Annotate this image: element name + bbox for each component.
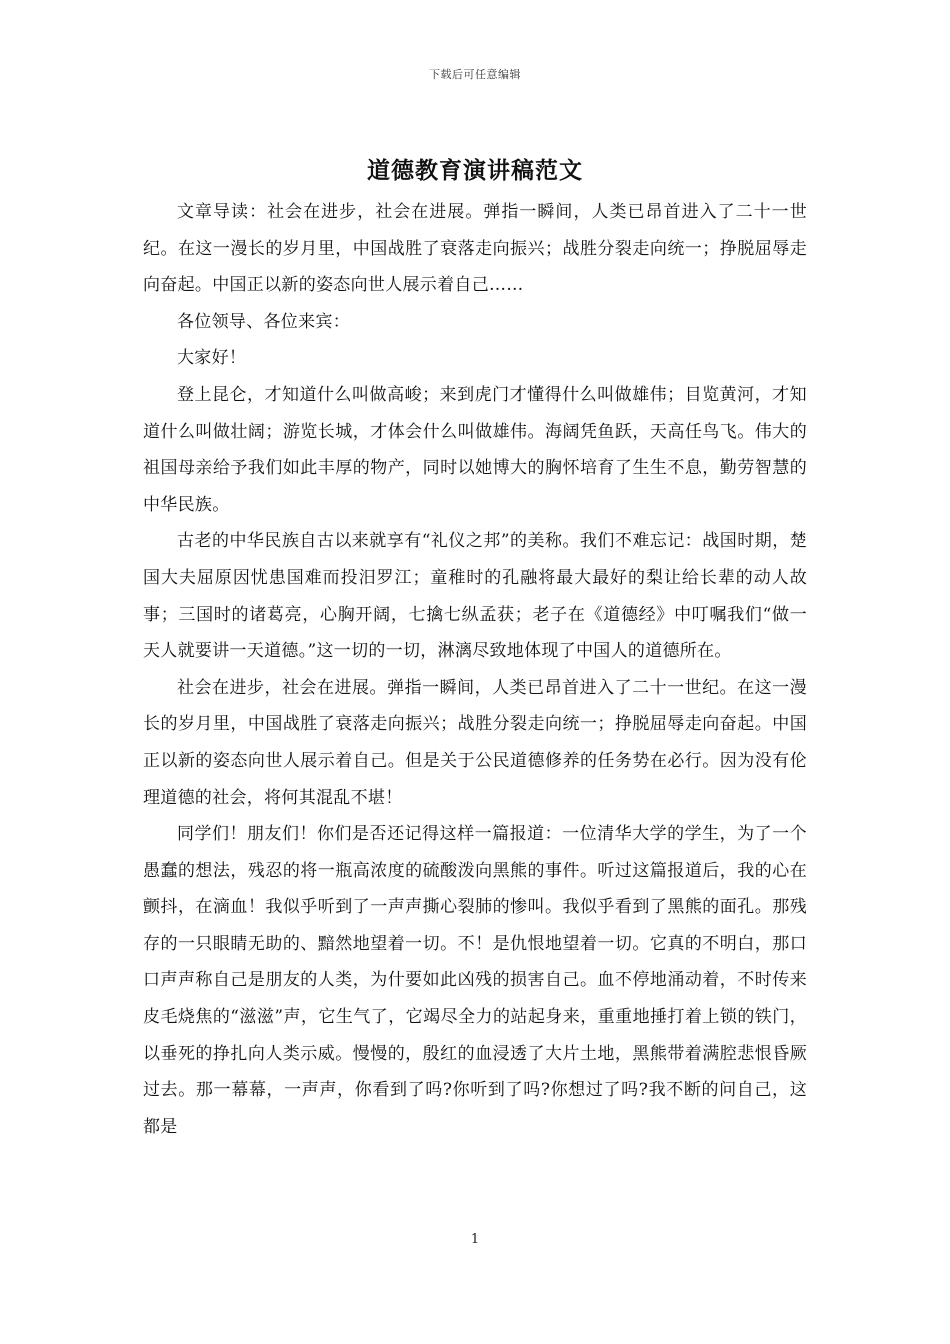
page-number: 1 — [470, 1232, 480, 1247]
paragraph-body: 登上昆仑，才知道什么叫做高峻；来到虎门才懂得什么叫做雄伟；目览黄河，才知道什么叫做壮阔；游览长城，才体会什么叫做雄伟。海阔凭鱼跃，天高任鸟飞。伟大的祖国母亲给予我们如此丰厚的物产，同时以她博大的胸怀培育了生生不息，勤劳智慧的中华民族。 — [143, 384, 807, 515]
paragraph-greeting: 大家好！ — [177, 348, 247, 369]
paragraph-intro: 文章导读：社会在进步，社会在进展。弹指一瞬间，人类已昂首进入了二十一世纪。在这一漫长的岁月里，中国战胜了衰落走向振兴；战胜分裂走向统一；挣脱屈辱走向奋起。中国正以新的姿态向世人展示着自己…… — [143, 202, 807, 296]
paragraph-body: 同学们！朋友们！你们是否还记得这样一篇报道：一位清华大学的学生，为了一个愚蠢的想法，残忍的将一瓶高浓度的硫酸泼向黑熊的事件。听过这篇报道后，我的心在颤抖，在滴血！我似乎听到了一声声撕心裂肺的惨叫。我似乎看到了黑熊的面孔。那残存的一只眼睛无助的、黯然地望着一切。不！是仇恨地望着一切。它真的不明白，那口口声声称自己是朋友的人类，为什要如此凶残的损害自己。血不停地涌动着，不时传来皮毛烧焦的“滋滋”声，它生气了，它竭尽全力的站起身来，重重地捶打着上锁的铁门，以垂死的挣扎向人类示威。慢慢的，殷红的血浸透了大片土地，黑熊带着满腔悲恨昏厥过去。那一幕幕，一声声，你看到了吗?你听到了吗?你想过了吗?我不断的问自己，这都是 — [143, 824, 807, 1137]
paragraph-body: 社会在进步，社会在进展。弹指一瞬间，人类已昂首进入了二十一世纪。在这一漫长的岁月里，中国战胜了衰落走向振兴；战胜分裂走向统一；挣脱屈辱走向奋起。中国正以新的姿态向世人展示着自己。但是关于公民道德修养的任务势在必行。因为没有伦理道德的社会，将何其混乱不堪！ — [143, 677, 807, 808]
document-body — [143, 194, 807, 1145]
paragraph-body: 古老的中华民族自古以来就享有“礼仪之邦”的美称。我们不难忘记：战国时期，楚国大夫屈原因忧患国难而投汨罗江；童稚时的孔融将最大最好的梨让给长辈的动人故事；三国时的诸葛亮，心胸开阔，七擒七纵孟获；老子在《道德经》中叮嘱我们“做一天人就要讲一天道德。”这一切的一切，淋漓尽致地体现了中国人的道德所在。 — [143, 531, 807, 662]
paragraph-salutation: 各位领导、各位来宾： — [177, 311, 350, 332]
document-title: 道德教育演讲稿范文 — [367, 157, 583, 184]
page-header: 下载后可任意编辑 — [429, 68, 521, 81]
